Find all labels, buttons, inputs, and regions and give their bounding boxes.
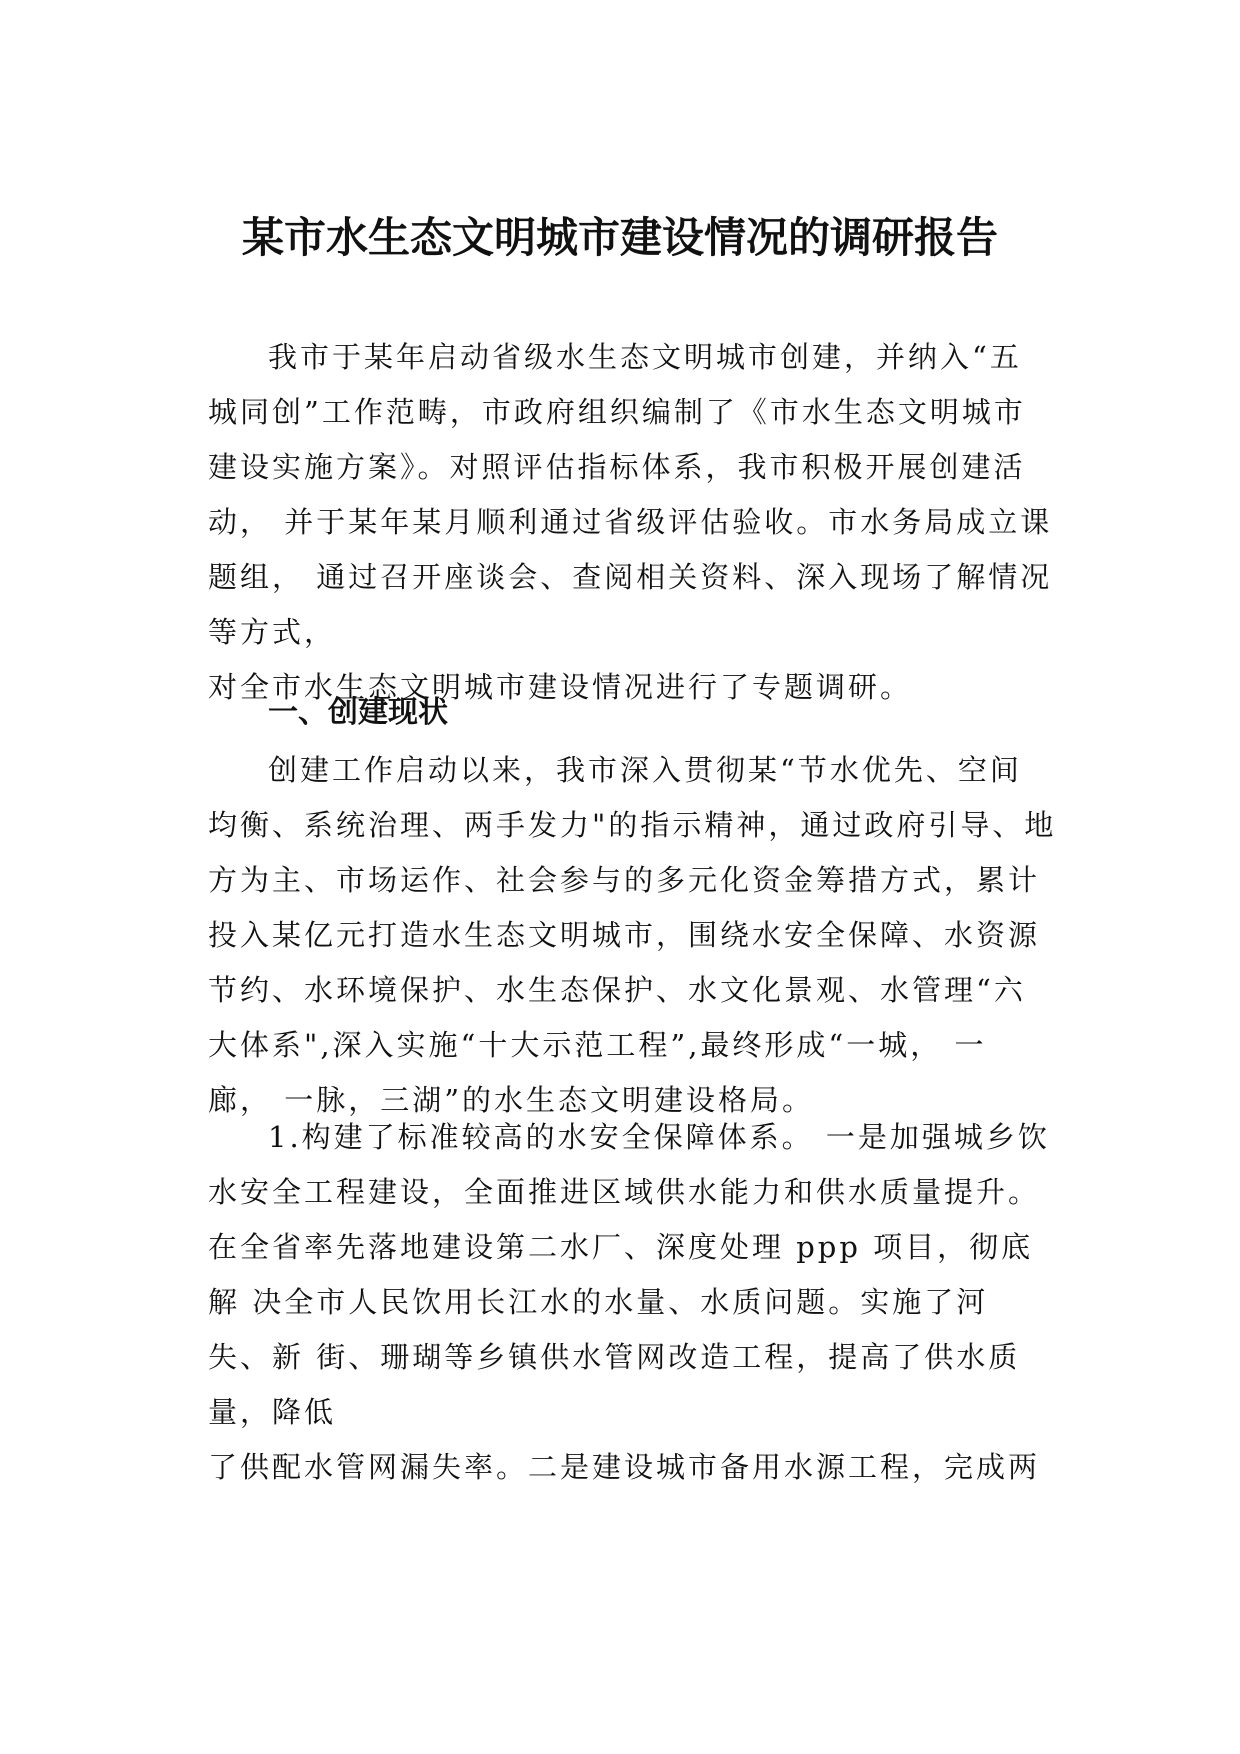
text-line: 量，降低 <box>208 1395 337 1429</box>
item1-paragraph <box>208 1110 1068 1495</box>
text-line: 动， 并于某年某月顺利通过省级评估验收。市水务局成立课 <box>208 505 1053 539</box>
text-line: 等方式， <box>208 615 337 649</box>
text-line: 廊， 一脉，三湖”的水生态文明建设格局。 <box>208 1083 815 1117</box>
text-line: 大体系",深入实施“十大示范工程”,最终形成“一城， 一 <box>208 1028 987 1062</box>
text-line: 创建工作启动以来，我市深入贯彻某“节水优先、空间 <box>268 753 1022 787</box>
section-heading: 一、创建现状 <box>268 695 448 730</box>
text-line: 题组， 通过召开座谈会、查阅相关资料、深入现场了解情况 <box>208 560 1053 594</box>
text-line: 水安全工程建设，全面推进区域供水能力和供水质量提升。 <box>208 1175 1041 1209</box>
document-title: 某市水生态文明城市建设情况的调研报告 <box>241 213 998 262</box>
text-line: 在全省率先落地建设第二水厂、深度处理 ppp 项目，彻底 <box>208 1230 1034 1264</box>
text-line: 均衡、系统治理、两手发力"的指示精神，通过政府引导、地 <box>208 808 1057 842</box>
text-line: 投入某亿元打造水生态文明城市，围绕水安全保障、水资源 <box>208 918 1041 952</box>
text-line: 对全市水生态文明城市建设情况进行了专题调研。 <box>208 670 913 704</box>
text-line: 我市于某年启动省级水生态文明城市创建，并纳入“五 <box>268 340 1022 374</box>
text-line: 解 决全市人民饮用长江水的水量、水质问题。实施了河 <box>208 1285 989 1319</box>
text-line: 城同创”工作范畴，市政府组织编制了《市水生态文明城市 <box>208 395 1026 429</box>
section1-paragraph <box>208 743 1068 1128</box>
text-line: 1.构建了标准较高的水安全保障体系。 一是加强城乡饮 <box>268 1120 1050 1154</box>
text-line: 失、新 街、珊瑚等乡镇供水管网改造工程，提高了供水质 <box>208 1340 1021 1374</box>
text-line: 建设实施方案》。对照评估指标体系，我市积极开展创建活 <box>208 450 1026 484</box>
intro-paragraph <box>208 330 1068 715</box>
text-line: 方为主、市场运作、社会参与的多元化资金筹措方式，累计 <box>208 863 1041 897</box>
text-line: 节约、水环境保护、水生态保护、水文化景观、水管理“六 <box>208 973 1026 1007</box>
text-line: 了供配水管网漏失率。二是建设城市备用水源工程，完成两 <box>208 1450 1041 1484</box>
